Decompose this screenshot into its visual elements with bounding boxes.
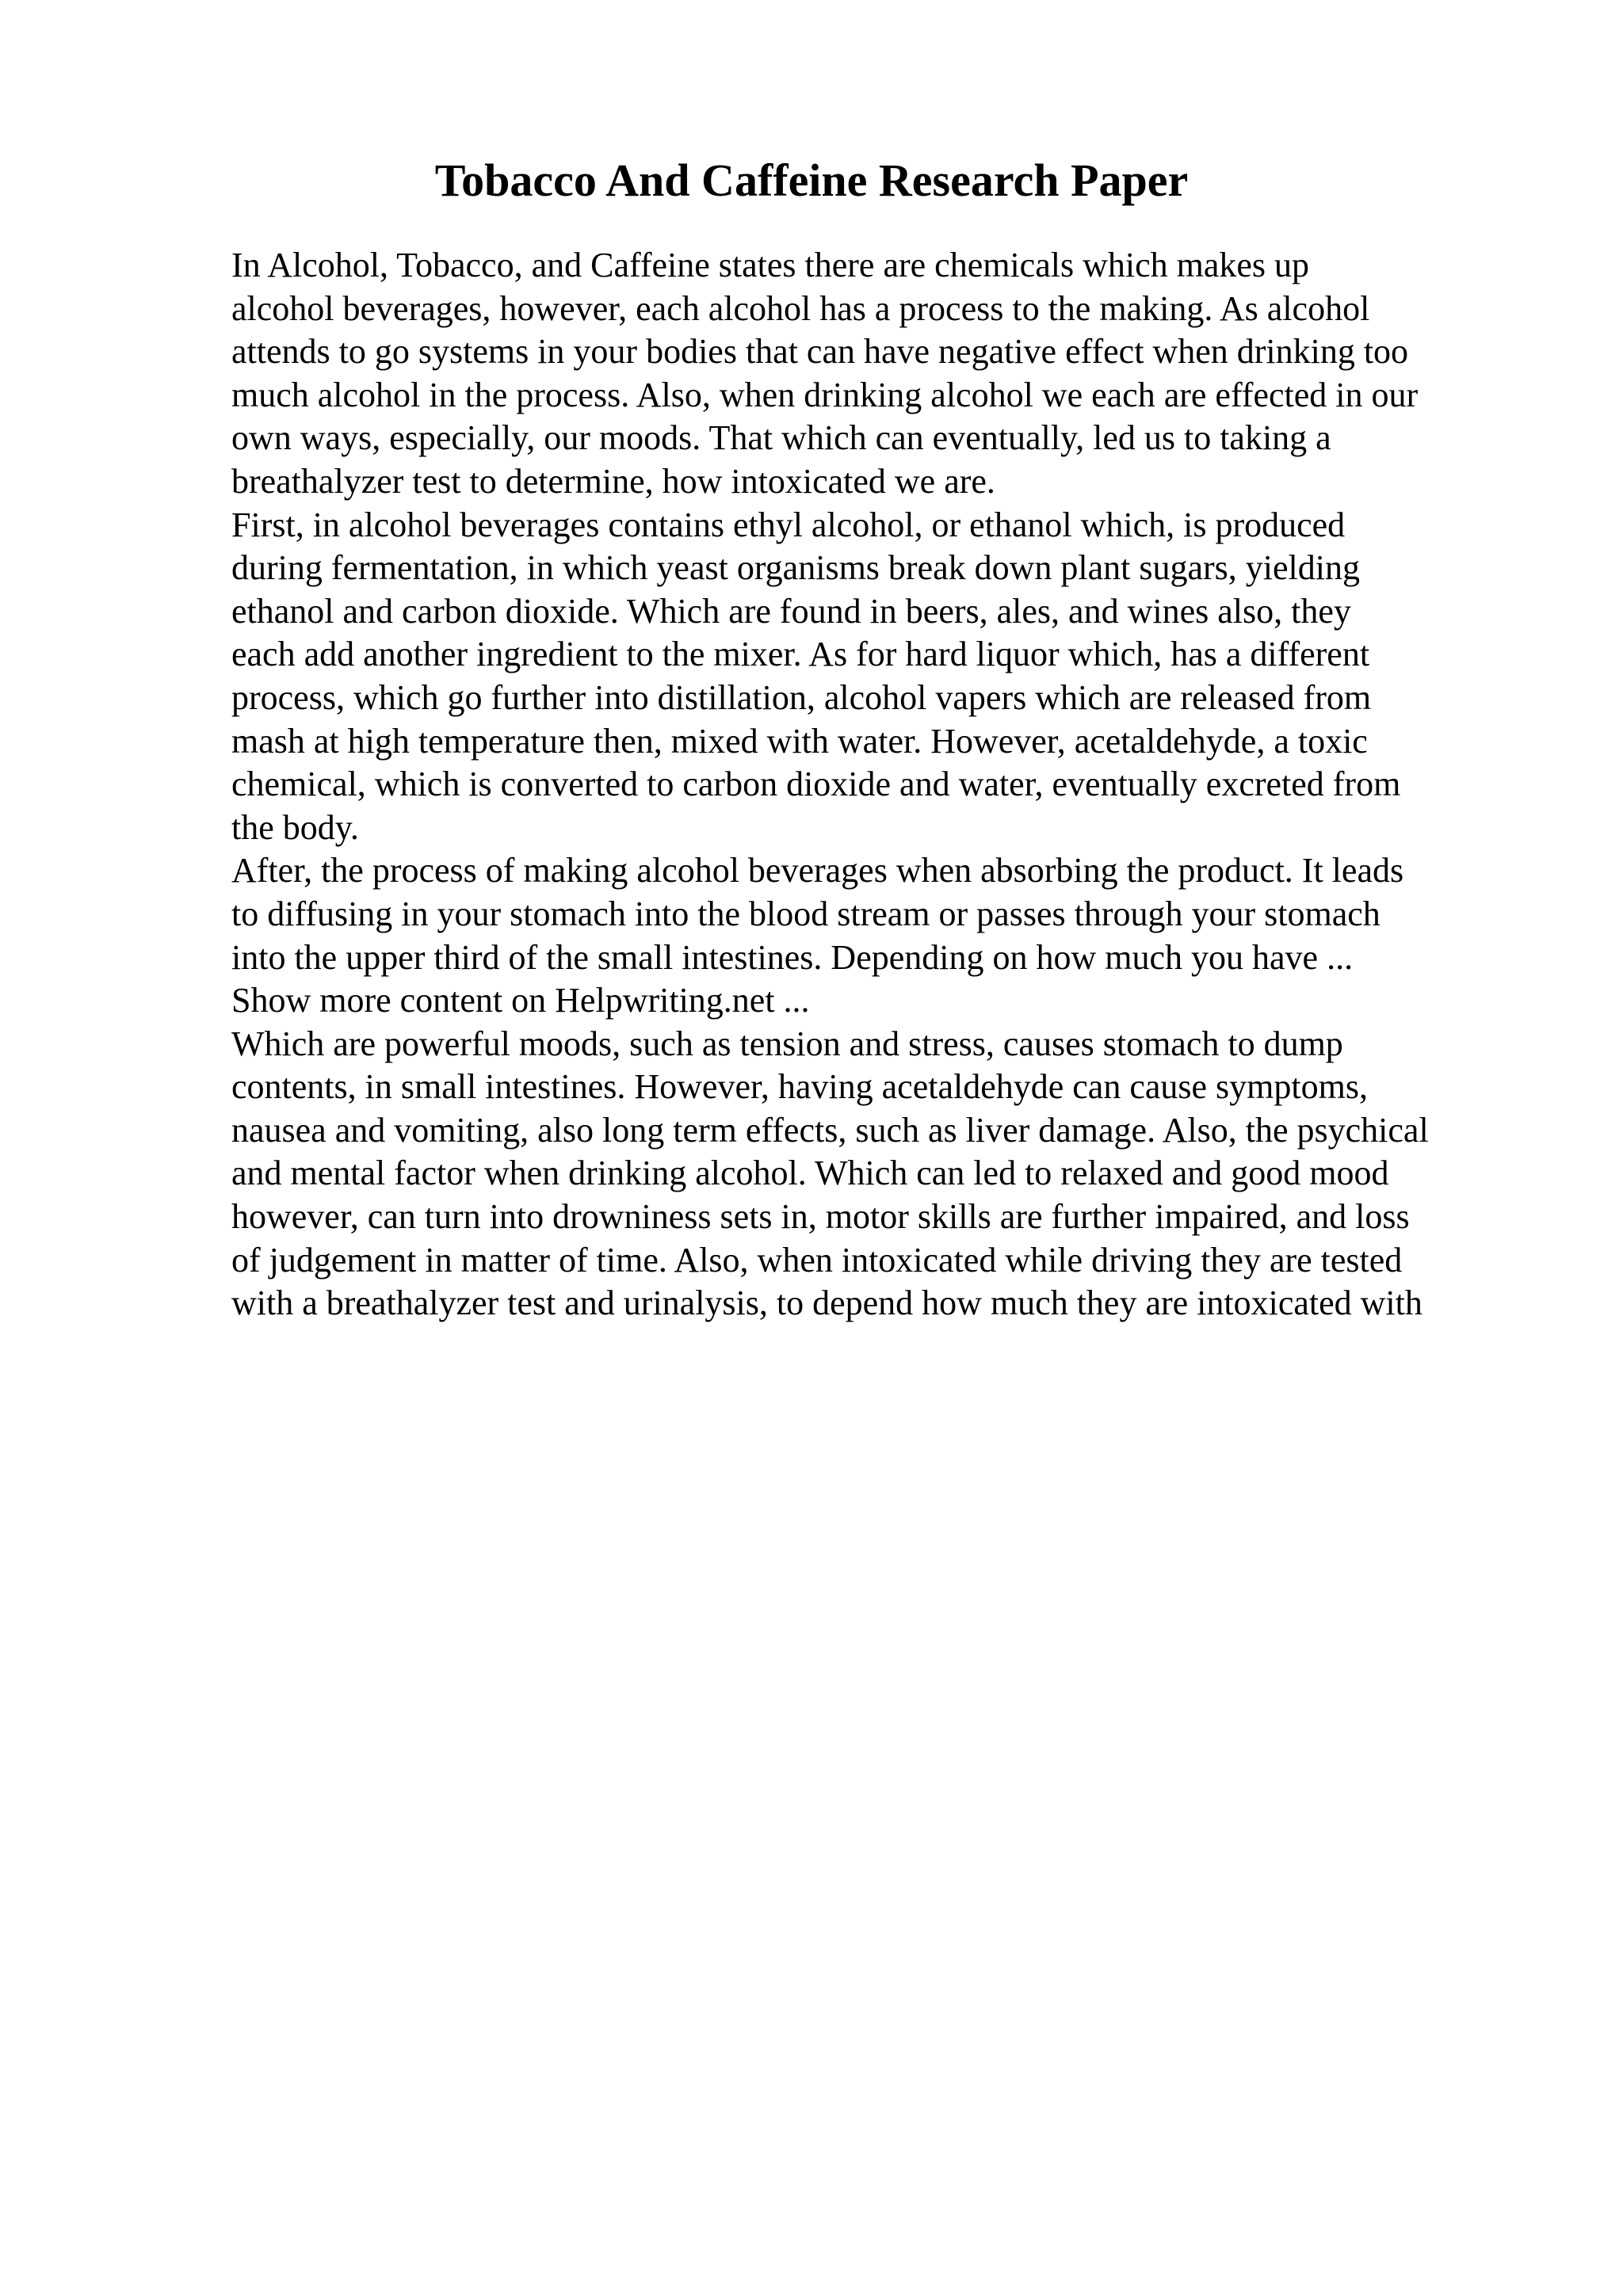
show-more-link[interactable]: Show more content on Helpwriting.net ... — [231, 981, 810, 1020]
body-line: chemical, which is converted to carbon dioxide and water, eventually excreted from — [231, 765, 1401, 804]
body-line: the body. — [231, 807, 359, 847]
body-line: mash at high temperature then, mixed with water. However, acetaldehyde, a toxic — [231, 721, 1368, 761]
body-line: First, in alcohol beverages contains ethyl alcohol, or ethanol which, is produced — [231, 505, 1346, 544]
body-line: much alcohol in the process. Also, when drinking alcohol we each are effected in our — [231, 375, 1419, 414]
body-line: attends to go systems in your bodies that can have negative effect when drinking too — [231, 332, 1409, 372]
body-line: to diffusing in your stomach into the blood stream or passes through your stomach — [231, 894, 1381, 933]
body-line: Which are powerful moods, such as tension and stress, causes stomach to dump — [231, 1024, 1343, 1063]
body-line: each add another ingredient to the mixer. As for hard liquor which, has a different — [231, 635, 1370, 674]
body-line: process, which go further into distillation, alcohol vapers which are released from — [231, 677, 1372, 717]
body-line: nausea and vomiting, also long term effects, such as liver damage. Also, the psychical — [231, 1110, 1429, 1150]
document-title: Tobacco And Caffeine Research Paper — [434, 154, 1189, 206]
document-body — [231, 244, 1594, 1325]
body-line: during fermentation, in which yeast organisms break down plant sugars, yielding — [231, 548, 1361, 588]
body-line: After, the process of making alcohol beverages when absorbing the product. It leads — [231, 851, 1404, 891]
body-line: breathalyzer test to determine, how intoxicated we are. — [231, 461, 995, 501]
body-line: however, can turn into drowniness sets in, motor skills are further impaired, and loss — [231, 1197, 1410, 1237]
body-line: In Alcohol, Tobacco, and Caffeine states there are chemicals which makes up — [231, 246, 1310, 284]
body-line: with a breathalyzer test and urinalysis, to depend how much they are intoxicated with — [231, 1283, 1423, 1323]
body-line: into the upper third of the small intestines. Depending on how much you have ... — [231, 937, 1354, 977]
body-line: own ways, especially, our moods. That which can eventually, led us to taking a — [231, 418, 1331, 458]
body-line: of judgement in matter of time. Also, when intoxicated while driving they are tested — [231, 1240, 1403, 1280]
body-line: ethanol and carbon dioxide. Which are found in beers, ales, and wines also, they — [231, 591, 1351, 631]
body-line: alcohol beverages, however, each alcohol has a process to the making. As alcohol — [231, 288, 1370, 328]
body-line: contents, in small intestines. However, having acetaldehyde can cause symptoms, — [231, 1067, 1368, 1107]
body-line: and mental factor when drinking alcohol. Which can led to relaxed and good mood — [231, 1154, 1389, 1193]
